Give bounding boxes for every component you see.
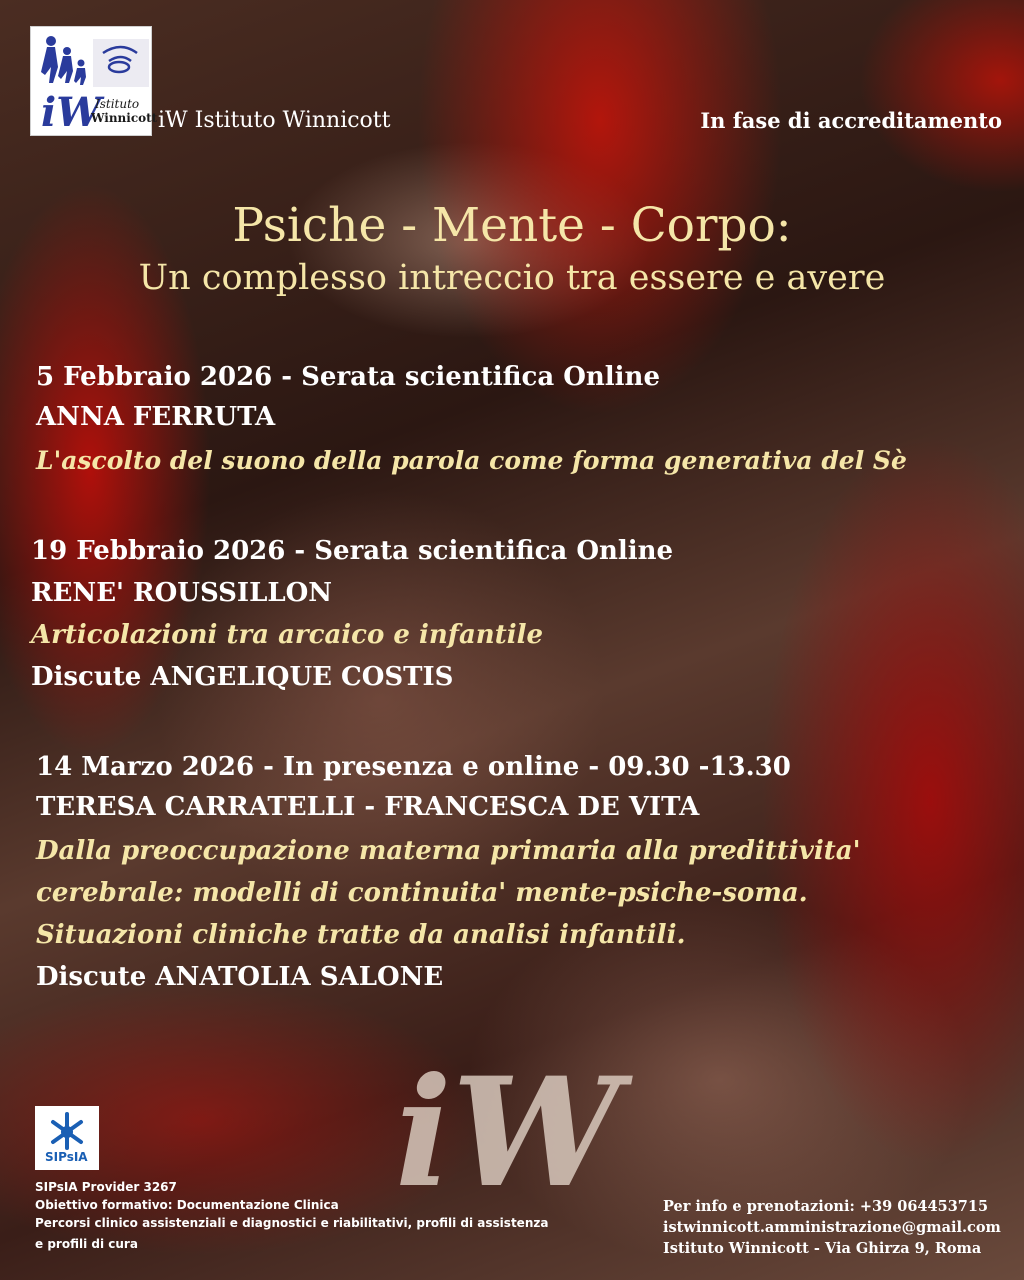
training-objective: Obiettivo formativo: Documentazione Clinica — [35, 1198, 339, 1212]
info-address: Istituto Winnicott - Via Ghirza 9, Roma — [663, 1240, 982, 1257]
sipsia-logo-text: SIPsIA — [45, 1150, 88, 1164]
logo-initials: iW — [41, 89, 102, 136]
page-subtitle: Un complesso intreccio tra essere e avere — [138, 258, 886, 298]
accreditation-status: In fase di accreditamento — [700, 108, 1002, 133]
logo-text-bottom: Winnicott — [91, 111, 158, 125]
event-2-topic: Articolazioni tra arcaico e infantile — [31, 620, 544, 650]
paths-line-1: Percorsi clinico assistenziali e diagnostici e riabilitativi, profili di assistenza — [35, 1216, 549, 1230]
sipsia-provider: SIPsIA Provider 3267 — [35, 1180, 177, 1194]
institute-name: iW Istituto Winnicott — [158, 108, 391, 133]
event-1-speaker: ANNA FERRUTA — [36, 402, 276, 432]
logo-text-top: Istituto — [95, 97, 140, 111]
iw-mark — [395, 1020, 645, 1204]
event-3-date: 14 Marzo 2026 - In presenza e online - 09.30 -13.30 — [36, 752, 791, 782]
event-3-speaker: TERESA CARRATELLI - FRANCESCA DE VITA — [36, 792, 700, 822]
iw-mark-letters: iW — [395, 1045, 621, 1200]
event-2-speaker: RENE' ROUSSILLON — [31, 578, 333, 608]
event-3-topic-line-2: cerebrale: modelli di continuita' mente-psiche-soma. — [36, 878, 808, 908]
event-2-discussant: Discute ANGELIQUE COSTIS — [31, 662, 454, 692]
sipsia-logo — [35, 1106, 99, 1170]
event-3-discussant: Discute ANATOLIA SALONE — [36, 962, 444, 992]
event-2-date: 19 Febbraio 2026 - Serata scientifica Online — [31, 536, 674, 566]
event-1-date: 5 Febbraio 2026 - Serata scientifica Online — [36, 362, 660, 392]
info-phone: Per info e prenotazioni: +39 064453715 — [663, 1198, 989, 1215]
event-3-topic-line-3: Situazioni cliniche tratte da analisi infantili. — [36, 920, 686, 950]
page-title: Psiche - Mente - Corpo: — [232, 198, 792, 253]
paths-line-2: e profili di cura — [35, 1237, 138, 1251]
info-email[interactable]: istwinnicott.amministrazione@gmail.com — [663, 1219, 1001, 1236]
event-3-topic-line-1: Dalla preoccupazione materna primaria alla predittivita' — [36, 836, 861, 866]
istituto-winnicott-logo — [30, 26, 158, 136]
event-1-topic: L'ascolto del suono della parola come forma generativa del Sè — [36, 446, 907, 475]
